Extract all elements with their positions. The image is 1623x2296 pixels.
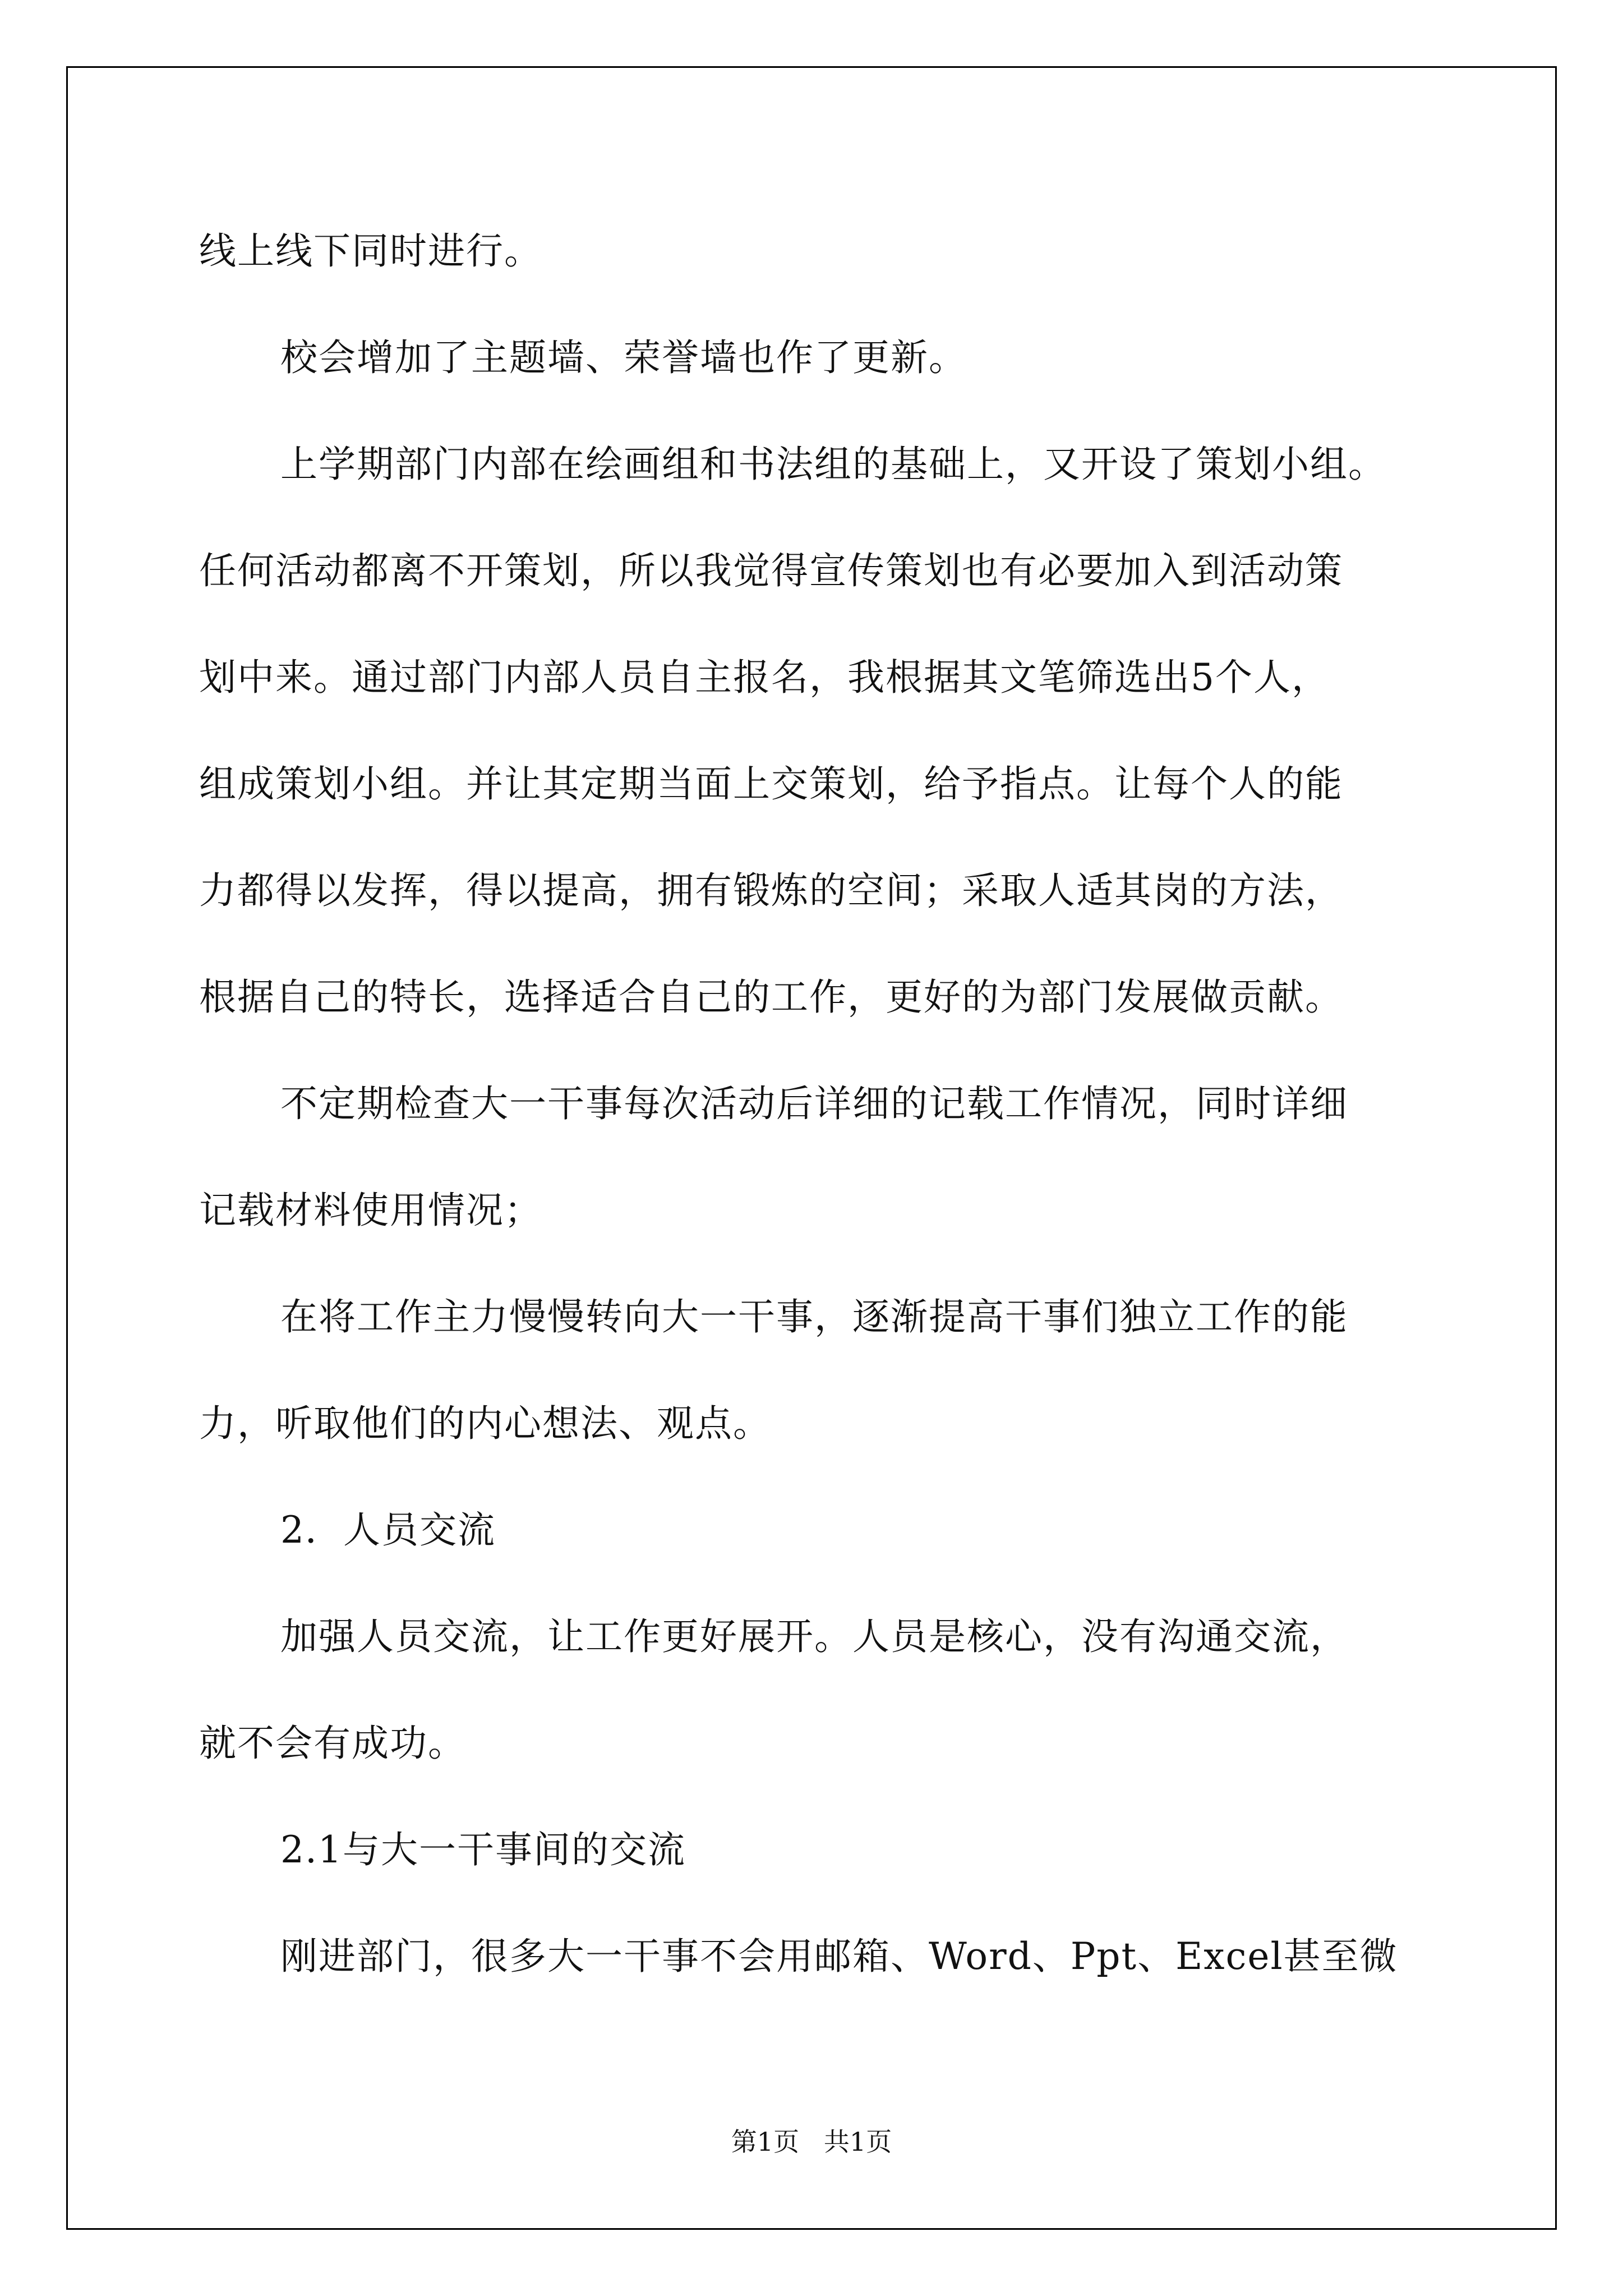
text-line-7: 力都得以发挥，得以提高，拥有锻炼的空间；采取人适其岗的方法， [199,869,1343,912]
text-line-12: 力，听取他们的内心想法、观点。 [199,1402,771,1445]
text-line-4: 任何活动都离不开策划，所以我觉得宣传策划也有必要加入到活动策 [199,549,1343,592]
text-line-6: 组成策划小组。并让其定期当面上交策划，给予指点。让每个人的能 [199,762,1343,806]
text-line-9: 不定期检查大一干事每次活动后详细的记载工作情况，同时详细 [280,1082,1348,1125]
text-line-17: 刚进部门，很多大一干事不会用邮箱、Word、Ppt、Excel甚至微 [280,1935,1398,1978]
text-line-15: 就不会有成功。 [199,1722,466,1765]
text-line-14: 加强人员交流，让工作更好展开。人员是核心，没有沟通交流， [280,1615,1348,1658]
page-border [66,66,1557,2230]
text-line-1: 线上线下同时进行。 [199,229,542,273]
text-line-2: 校会增加了主题墙、荣誉墙也作了更新。 [280,336,967,379]
text-line-11: 在将工作主力慢慢转向大一干事，逐渐提高干事们独立工作的能 [280,1295,1348,1338]
section-heading-2-1: 2.1与大一干事间的交流 [280,1828,686,1871]
section-heading-2: 2．人员交流 [280,1508,496,1552]
text-line-3: 上学期部门内部在绘画组和书法组的基础上，又开设了策划小组。 [280,443,1386,486]
text-line-10: 记载材料使用情况； [199,1189,542,1232]
text-line-8: 根据自己的特长，选择适合自己的工作，更好的为部门发展做贡献。 [199,976,1343,1019]
text-line-5: 划中来。通过部门内部人员自主报名，我根据其文笔筛选出5个人， [199,656,1330,699]
page-footer: 第1页 共1页 [731,2127,892,2157]
